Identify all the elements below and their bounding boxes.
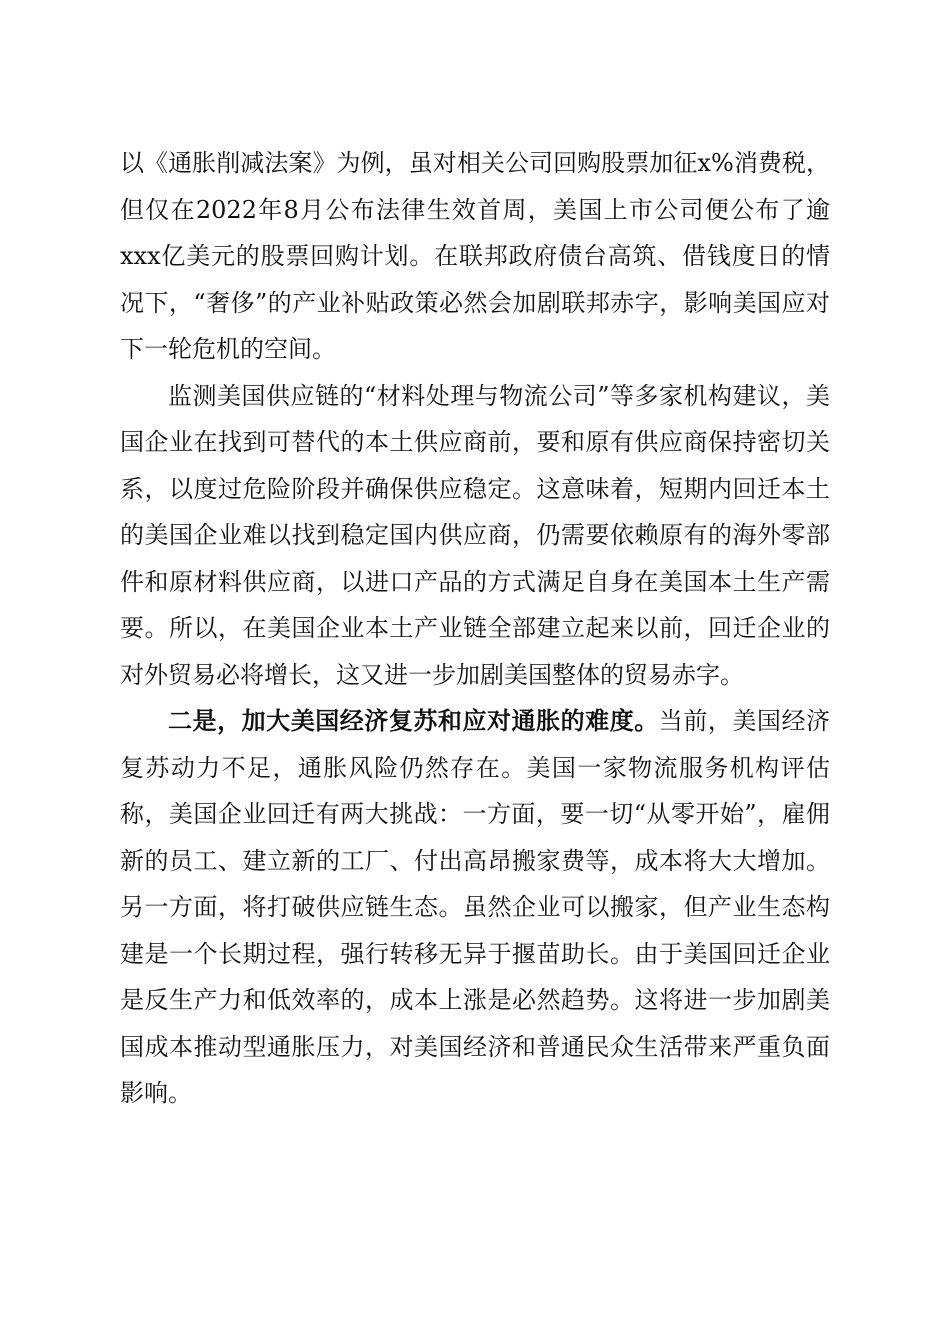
paragraph-lead-heading: 二是，加大美国经济复苏和应对通胀的难度。 — [168, 706, 659, 735]
paragraph-text: 以《通胀削减法案》为例，虽对相关公司回购股票加征x%消费税，但仅在2022年8月公布法律生效首周，美国上市公司便公布了逾xxx亿美元的股票回购计划。在联邦政府债台高筑、借钱度日的情况下，“奢侈”的产业补贴政策必然会加剧联邦赤字，影响美国应对下一轮危机的空间。 — [120, 149, 830, 363]
document-page — [120, 140, 830, 1117]
paragraph-economic-recovery — [120, 698, 830, 1117]
paragraph-supply-chain — [120, 373, 830, 699]
paragraph-inflation-act — [120, 140, 830, 373]
paragraph-text: 监测美国供应链的“材料处理与物流公司”等多家机构建议，美国企业在找到可替代的本土供应商前，要和原有供应商保持密切关系，以度过危险阶段并确保供应稳定。这意味着，短期内回迁本土的美国企业难以找到稳定国内供应商，仍需要依赖原有的海外零部件和原材料供应商，以进口产品的方式满足自身在美国本土生产需要。所以，在美国企业本土产业链全部建立起来以前，回迁企业的对外贸易必将增长，这又进一步加剧美国整体的贸易赤字。 — [120, 381, 830, 689]
paragraph-text: 当前，美国经济复苏动力不足，通胀风险仍然存在。美国一家物流服务机构评估称，美国企业回迁有两大挑战：一方面，要一切“从零开始”，雇佣新的员工、建立新的工厂、付出高昂搬家费等，成本将大大增加。另一方面，将打破供应链生态。虽然企业可以搬家，但产业生态构建是一个长期过程，强行转移无异于揠苗助长。由于美国回迁企业是反生产力和低效率的，成本上涨是必然趋势。这将进一步加剧美国成本推动型通胀压力，对美国经济和普通民众生活带来严重负面影响。 — [120, 707, 831, 1107]
